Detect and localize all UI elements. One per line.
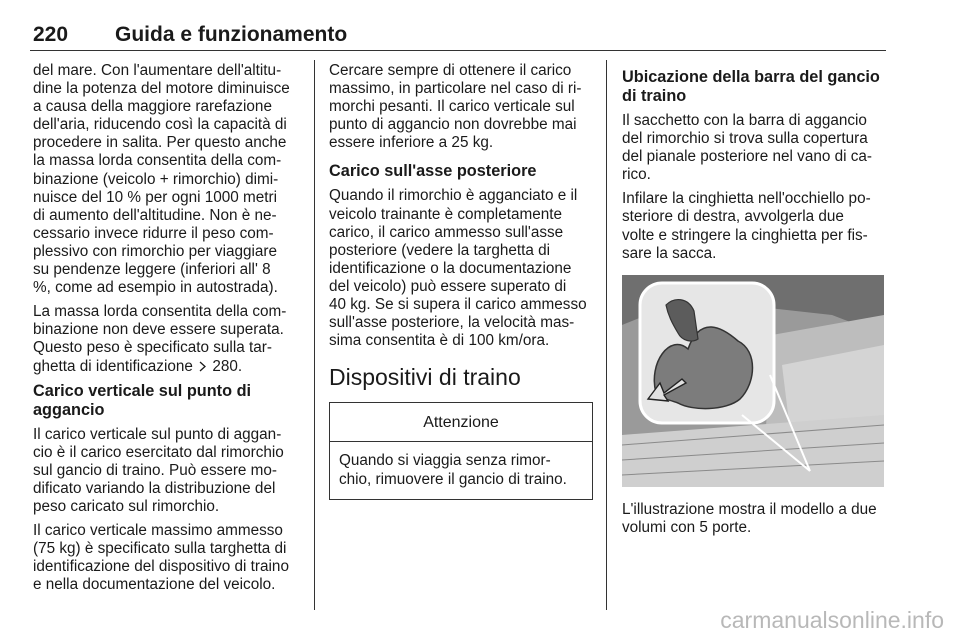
heading-towing-devices: Dispositivi di traino: [329, 364, 521, 391]
paragraph-gross-mass: La massa lorda consentita della com- binazione non deve essere superata. Questo peso è specificato sulla tar- ghetta di identificazione 280.: [33, 303, 287, 375]
heading-rear-axle: Carico sull'asse posteriore: [329, 162, 537, 181]
paragraph-altitude: del mare. Con l'aumentare dell'altitu- dine la potenza del motore diminuisce a causa della maggiore rarefazione dell'aria, riducendo così la capacità di procedere in salita. Per questo anche la massa lorda consentita della com- binazione (veicolo + rimorchio) dimi- nuisce del 10 % per ogni 1000 metri di aumento dell'altitudine. Non è ne- cessario invece ridurre il peso com- plessivo con rimorchio per viaggiare su pendenze leggere (inferiori all' 8 %, come ad esempio in autostrada).: [33, 62, 290, 297]
warning-title: Attenzione: [330, 403, 592, 442]
paragraph-rear-axle: Quando il rimorchio è agganciato e il veicolo trainante è completamente carico, il carico ammesso sull'asse posteriore (vedere la targhetta di identificazione o la documentazione del veicolo) può essere superato di 40 kg. Se si supera il carico ammesso sull'asse posteriore, la velocità mas- sima consentita è di 100 km/ora.: [329, 187, 587, 350]
page-reference[interactable]: 280.: [212, 357, 243, 375]
column-3: [622, 62, 888, 543]
paragraph-vertical-load: Il carico verticale sul punto di aggan- cio è il carico esercitato dal rimorchio sul gancio di traino. Può essere mo- dificato variando la distribuzione del peso caricato sul rimorchio.: [33, 425, 284, 515]
column-2: [329, 62, 593, 500]
paragraph-bag-location: Il sacchetto con la barra di aggancio del rimorchio si trova sulla copertura del pianale posteriore nel vano di ca- rico.: [622, 112, 873, 184]
illustration-caption: L'illustrazione mostra il modello a due volumi con 5 porte.: [622, 500, 877, 536]
warning-text: Quando si viaggia senza rimor- chio, rimuovere il gancio di traino.: [339, 452, 567, 488]
heading-vertical-load: Carico verticale sul punto di aggancio: [33, 381, 252, 419]
column-divider: [606, 60, 607, 610]
trunk-illustration: [622, 275, 884, 487]
paragraph-max-load: Cercare sempre di ottenere il carico massimo, in particolare nel caso di ri- morchi pesanti. Il carico verticale sul punto di aggancio non dovrebbe mai essere inferiore a 25 kg.: [329, 62, 582, 152]
watermark: carmanualsonline.info: [720, 607, 944, 633]
column-1: [33, 62, 299, 600]
paragraph-strap: Infilare la cinghietta nell'occhiello po- steriore di destra, avvolgerla due volte e stringere la cinghietta per fis- sare la sacca.: [622, 190, 871, 262]
page-title: Guida e funzionamento: [115, 23, 348, 46]
page-header: [30, 18, 886, 51]
heading-bar-location: Ubicazione della barra del gancio di traino: [622, 68, 880, 105]
page-reference-arrow-icon: [197, 361, 208, 372]
paragraph-max-vertical-load: Il carico verticale massimo ammesso (75 kg) è specificato sulla targhetta di identificazione del dispositivo di traino e nella documentazione del veicolo.: [33, 522, 289, 594]
warning-box: [329, 402, 593, 499]
page-number: 220: [33, 23, 69, 46]
column-divider: [314, 60, 315, 610]
